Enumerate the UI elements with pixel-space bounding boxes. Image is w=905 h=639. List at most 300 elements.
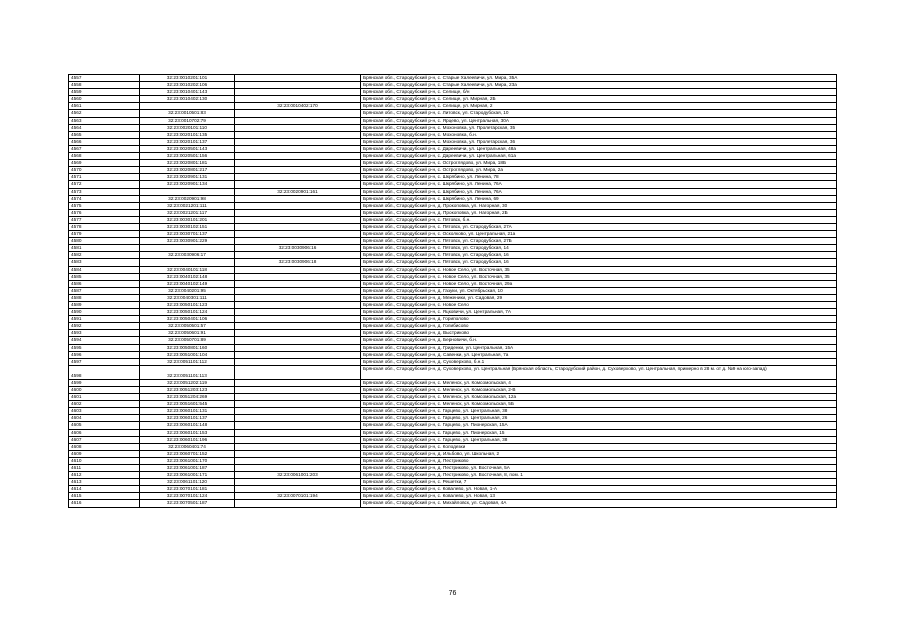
cadastral-number-cell: 32:23:0020801:181 [140, 160, 235, 167]
table-row [69, 273, 837, 280]
row-number-cell: 4599 [69, 379, 140, 386]
secondary-cadastral-number-cell [235, 457, 361, 464]
cadastral-number-cell: 32:23:0010201:101 [140, 75, 235, 82]
address-cell: Брянская обл., Стародубский р-н, д. Газуки, ул. Октябрьская, 10 [361, 287, 837, 294]
row-number-cell: 4596 [69, 351, 140, 358]
secondary-cadastral-number-cell [235, 167, 361, 174]
secondary-cadastral-number-cell [235, 415, 361, 422]
secondary-cadastral-number-cell [235, 223, 361, 230]
row-number-cell: 4612 [69, 472, 140, 479]
row-number-cell: 4613 [69, 479, 140, 486]
secondary-cadastral-number-cell [235, 266, 361, 273]
cadastral-number-cell: 32:23:0051101:113 [140, 365, 235, 379]
table-row [69, 464, 837, 471]
secondary-cadastral-number-cell [235, 153, 361, 160]
cadastral-number-cell: 32:23:0030906:17 [140, 252, 235, 259]
address-cell: Брянская обл., Стародубский р-н, с. Гарцево, ул. Пионерская, 15 [361, 429, 837, 436]
table-row [69, 386, 837, 393]
cadastral-number-cell: 32:23:0020901:134 [140, 181, 235, 188]
secondary-cadastral-number-cell [235, 216, 361, 223]
cadastral-number-cell: 32:23:0040301:111 [140, 294, 235, 301]
cadastral-number-cell: 32:23:0020101:135 [140, 131, 235, 138]
secondary-cadastral-number-cell [235, 316, 361, 323]
table-row [69, 302, 837, 309]
row-number-cell: 4558 [69, 82, 140, 89]
row-number-cell: 4602 [69, 401, 140, 408]
table-row [69, 259, 837, 266]
cadastral-number-cell: 32:23:0030901:229 [140, 238, 235, 245]
table-row [69, 124, 837, 131]
secondary-cadastral-number-cell [235, 344, 361, 351]
cadastral-number-cell: 32:23:0060401:74 [140, 443, 235, 450]
address-cell: Брянская обл., Стародубский р-н, с. Мохоновка, ул. Пролетарская, 35 [361, 124, 837, 131]
table-row [69, 316, 837, 323]
row-number-cell: 4577 [69, 216, 140, 223]
secondary-cadastral-number-cell: 32:23:0061001:203 [235, 472, 361, 479]
table-row [69, 202, 837, 209]
cadastral-number-cell: 32:23:0010402:130 [140, 96, 235, 103]
cadastral-number-cell: 32:23:0010702:79 [140, 117, 235, 124]
address-cell: Брянская обл., Стародубский р-н, д. Прокоповка, ул. Нагорная, 2Б [361, 209, 837, 216]
address-cell: Брянская обл., Стародубский р-н, с. Пятовск, ул. Стародубская, 27А [361, 223, 837, 230]
address-cell: Брянская обл., Стародубский р-н, с. Пятовск, ул. Стародубская, 16 [361, 259, 837, 266]
table-row [69, 379, 837, 386]
row-number-cell: 4607 [69, 436, 140, 443]
row-number-cell: 4593 [69, 330, 140, 337]
table-row [69, 153, 837, 160]
row-number-cell: 4586 [69, 280, 140, 287]
row-number-cell: 4571 [69, 174, 140, 181]
address-cell: Брянская обл., Стародубский р-н, с. Шкрябино, ул. Ленина, 69 [361, 195, 837, 202]
table-row [69, 145, 837, 152]
address-cell: Брянская обл., Стародубский р-н, с. Новое Село, ул. Восточная, 35 [361, 273, 837, 280]
secondary-cadastral-number-cell [235, 174, 361, 181]
table-row [69, 216, 837, 223]
address-cell: Брянская обл., Стародубский р-н, с. Пятовск, ул. Стародубская, 27Б [361, 238, 837, 245]
address-cell: Брянская обл., Стародубский р-н, д. Суховерхово, ул. Центральная (Брянская область, Стародубский район, д. Суховерхово, ул. Центральная, примерно в 28 м. от д. №9 на юго-запад) [361, 365, 837, 379]
table-row [69, 309, 837, 316]
table-row [69, 294, 837, 301]
table-row [69, 450, 837, 457]
address-cell: Брянская обл., Стародубский р-н, с. Дареевичи, ул. Центральная, 48а [361, 145, 837, 152]
secondary-cadastral-number-cell [235, 302, 361, 309]
cadastral-number-cell: 32:23:0050101:123 [140, 302, 235, 309]
secondary-cadastral-number-cell [235, 181, 361, 188]
address-cell: Брянская обл., Стародубский р-н, с. Пятовск, б.н. [361, 216, 837, 223]
secondary-cadastral-number-cell [235, 401, 361, 408]
property-table-body [69, 75, 837, 508]
address-cell: Брянская обл., Стародубский р-н, с. Старые Халеевичи, ул. Мира, 23а [361, 82, 837, 89]
row-number-cell: 4608 [69, 443, 140, 450]
table-row [69, 75, 837, 82]
row-number-cell: 4560 [69, 96, 140, 103]
secondary-cadastral-number-cell [235, 202, 361, 209]
page-number: 76 [448, 590, 457, 597]
address-cell: Брянская обл., Стародубский р-н, с. Новое Село, ул. Восточная, 35 [361, 266, 837, 273]
row-number-cell: 4580 [69, 238, 140, 245]
table-row [69, 486, 837, 493]
address-cell: Брянская обл., Стародубский р-н, с. Гарцево, ул. Центральная, 38 [361, 436, 837, 443]
cadastral-number-cell: 32:23:0021201:111 [140, 202, 235, 209]
row-number-cell: 4565 [69, 131, 140, 138]
secondary-cadastral-number-cell [235, 500, 361, 507]
row-number-cell: 4578 [69, 223, 140, 230]
address-cell: Брянская обл., Стародубский р-н, с. Селище, ул. Мирная, 2 [361, 103, 837, 110]
row-number-cell: 4606 [69, 429, 140, 436]
cadastral-number-cell: 32:23:0010202:106 [140, 82, 235, 89]
secondary-cadastral-number-cell: 32:23:0030906:18 [235, 259, 361, 266]
secondary-cadastral-number-cell [235, 252, 361, 259]
cadastral-number-cell: 32:23:0021201:117 [140, 209, 235, 216]
secondary-cadastral-number-cell [235, 351, 361, 358]
cadastral-number-cell: 32:23:0051101:112 [140, 358, 235, 365]
cadastral-number-cell: 32:23:0061001:187 [140, 464, 235, 471]
address-cell: Брянская обл., Стародубский р-н, с. Ковалево, ул. Новая, 1-А [361, 486, 837, 493]
table-row [69, 358, 837, 365]
row-number-cell: 4570 [69, 167, 140, 174]
address-cell: Брянская обл., Стародубский р-н, с. Селище, ул. Мирная, 2Б [361, 96, 837, 103]
secondary-cadastral-number-cell [235, 394, 361, 401]
row-number-cell: 4574 [69, 195, 140, 202]
table-row [69, 188, 837, 195]
cadastral-number-cell: 32:23:0051204:269 [140, 394, 235, 401]
address-cell: Брянская обл., Стародубский р-н, с. Гарцево, ул. Пионерская, 15А [361, 422, 837, 429]
address-cell: Брянская обл., Стародубский р-н, с. Остроглядово, ул. Мира, 18Б [361, 160, 837, 167]
row-number-cell: 4569 [69, 160, 140, 167]
table-row [69, 110, 837, 117]
table-row [69, 181, 837, 188]
address-cell: Брянская обл., Стародубский р-н, с. Литовск, ул. Стародубская, 10 [361, 110, 837, 117]
address-cell: Брянская обл., Стародубский р-н, с. Шкрябино, ул. Ленина, 76А [361, 181, 837, 188]
address-cell: Брянская обл., Стародубский р-н, д. Гориполово [361, 316, 837, 323]
address-cell: Брянская обл., Стародубский р-н, с. Ковалево, ул. Новая, 13 [361, 493, 837, 500]
row-number-cell: 4582 [69, 252, 140, 259]
table-row [69, 493, 837, 500]
cadastral-number-cell: 32:23:0070501:187 [140, 500, 235, 507]
table-row [69, 330, 837, 337]
cadastral-number-cell [140, 103, 235, 110]
row-number-cell: 4561 [69, 103, 140, 110]
row-number-cell: 4581 [69, 245, 140, 252]
row-number-cell: 4598 [69, 365, 140, 379]
table-row [69, 195, 837, 202]
cadastral-number-cell: 32:23:0050501:57 [140, 323, 235, 330]
address-cell: Брянская обл., Стародубский р-н, д. Суховерхово, б.н.1 [361, 358, 837, 365]
row-number-cell: 4579 [69, 231, 140, 238]
table-row [69, 266, 837, 273]
cadastral-number-cell: 32:23:0040101:118 [140, 266, 235, 273]
cadastral-number-cell: 32:23:0020801:217 [140, 167, 235, 174]
secondary-cadastral-number-cell [235, 209, 361, 216]
secondary-cadastral-number-cell [235, 195, 361, 202]
secondary-cadastral-number-cell [235, 273, 361, 280]
address-cell: Брянская обл., Стародубский р-н, с. Шкрябино, ул. Ленина, 76А [361, 188, 837, 195]
secondary-cadastral-number-cell [235, 358, 361, 365]
address-cell: Брянская обл., Стародубский р-н, с. Меленск, ул. Комсомольская, 2-В [361, 386, 837, 393]
row-number-cell: 4609 [69, 450, 140, 457]
secondary-cadastral-number-cell [235, 422, 361, 429]
secondary-cadastral-number-cell [235, 75, 361, 82]
row-number-cell: 4587 [69, 287, 140, 294]
cadastral-number-cell: 32:23:0061101:120 [140, 479, 235, 486]
table-row [69, 167, 837, 174]
address-cell: Брянская обл., Стародубский р-н, с. Селище, б/н [361, 89, 837, 96]
address-cell: Брянская обл., Стародубский р-н, д. Пестриково, ул. Восточная, 5А [361, 464, 837, 471]
address-cell: Брянская обл., Стародубский р-н, д. Пестриково, ул. Восточная, 8, пом. 1 [361, 472, 837, 479]
secondary-cadastral-number-cell [235, 287, 361, 294]
address-cell: Брянская обл., Стародубский р-н, с. Мохоновка, ул. Пролетарская, 36 [361, 138, 837, 145]
table-row [69, 415, 837, 422]
row-number-cell: 4597 [69, 358, 140, 365]
cadastral-number-cell: 32:23:0060701:152 [140, 450, 235, 457]
table-row [69, 457, 837, 464]
table-row [69, 443, 837, 450]
table-row [69, 223, 837, 230]
table-row [69, 138, 837, 145]
address-cell: Брянская обл., Стародубский р-н, с. Яцковичи, ул. Центральная, 7А [361, 309, 837, 316]
cadastral-number-cell: 32:23:0060101:131 [140, 408, 235, 415]
cadastral-number-cell [140, 259, 235, 266]
address-cell: Брянская обл., Стародубский р-н, д. Выстриково [361, 330, 837, 337]
secondary-cadastral-number-cell [235, 309, 361, 316]
address-cell: Брянская обл., Стародубский р-н, с. Старые Халеевичи, ул. Мира, 35А [361, 75, 837, 82]
table-row [69, 401, 837, 408]
row-number-cell: 4566 [69, 138, 140, 145]
secondary-cadastral-number-cell [235, 323, 361, 330]
secondary-cadastral-number-cell [235, 486, 361, 493]
row-number-cell: 4590 [69, 309, 140, 316]
secondary-cadastral-number-cell [235, 379, 361, 386]
cadastral-number-cell: 32:23:0020501:156 [140, 153, 235, 160]
property-table [68, 74, 837, 508]
secondary-cadastral-number-cell [235, 131, 361, 138]
address-cell: Брянская обл., Стародубский р-н, с. Новое Село, ул. Восточная, 29а [361, 280, 837, 287]
table-row [69, 429, 837, 436]
table-row [69, 422, 837, 429]
secondary-cadastral-number-cell [235, 89, 361, 96]
secondary-cadastral-number-cell [235, 117, 361, 124]
address-cell: Брянская обл., Стародубский р-н, с. Ярцево, ул. Центральная, 30А [361, 117, 837, 124]
row-number-cell: 4567 [69, 145, 140, 152]
secondary-cadastral-number-cell [235, 231, 361, 238]
table-row [69, 96, 837, 103]
address-cell: Брянская обл., Стародубский р-н, с. Решетки, 7 [361, 479, 837, 486]
secondary-cadastral-number-cell [235, 294, 361, 301]
secondary-cadastral-number-cell [235, 408, 361, 415]
address-cell: Брянская обл., Стародубский р-н, с. Остроглядово, ул. Мира, 2а [361, 167, 837, 174]
row-number-cell: 4604 [69, 415, 140, 422]
secondary-cadastral-number-cell: 32:23:0010402:170 [235, 103, 361, 110]
row-number-cell: 4576 [69, 209, 140, 216]
row-number-cell: 4584 [69, 266, 140, 273]
address-cell: Брянская обл., Стародубский р-н, д. Меженики, ул. Садовая, 29 [361, 294, 837, 301]
secondary-cadastral-number-cell: 32:23:0030906:16 [235, 245, 361, 252]
secondary-cadastral-number-cell [235, 82, 361, 89]
cadastral-number-cell: 32:23:0070101:181 [140, 486, 235, 493]
address-cell: Брянская обл., Стародубский р-н, с. Гарцево, ул. Центральная, 38 [361, 408, 837, 415]
secondary-cadastral-number-cell [235, 436, 361, 443]
row-number-cell: 4610 [69, 457, 140, 464]
row-number-cell: 4564 [69, 124, 140, 131]
address-cell: Брянская обл., Стародубский р-н, д. Берновичи, б.н. [361, 337, 837, 344]
row-number-cell: 4562 [69, 110, 140, 117]
address-cell: Брянская обл., Стародубский р-н, д. Ильбово, ул. Школьная, 2 [361, 450, 837, 457]
table-row [69, 337, 837, 344]
address-cell: Брянская обл., Стародубский р-н, с. Шкрябино, ул. Ленина, 78 [361, 174, 837, 181]
row-number-cell: 4601 [69, 394, 140, 401]
row-number-cell: 4614 [69, 486, 140, 493]
address-cell: Брянская обл., Стародубский р-н, д. Голибисово [361, 323, 837, 330]
row-number-cell: 4605 [69, 422, 140, 429]
cadastral-number-cell: 32:23:0050101:124 [140, 309, 235, 316]
row-number-cell: 4588 [69, 294, 140, 301]
address-cell: Брянская обл., Стародубский р-н, д. Савенки, ул. Центральная, 7а [361, 351, 837, 358]
table-row [69, 323, 837, 330]
row-number-cell: 4589 [69, 302, 140, 309]
table-row [69, 394, 837, 401]
table-row [69, 344, 837, 351]
address-cell: Брянская обл., Стародубский р-н, с. Дареевичи, ул. Центральная, 61а [361, 153, 837, 160]
cadastral-number-cell: 32:23:0040201:95 [140, 287, 235, 294]
table-row [69, 408, 837, 415]
secondary-cadastral-number-cell: 32:23:0070101:194 [235, 493, 361, 500]
secondary-cadastral-number-cell [235, 443, 361, 450]
address-cell: Брянская обл., Стародубский р-н, д. Прокоповка, ул. Нагорная, 30 [361, 202, 837, 209]
table-row [69, 351, 837, 358]
table-row [69, 82, 837, 89]
cadastral-number-cell: 32:23:0030101:201 [140, 216, 235, 223]
row-number-cell: 4568 [69, 153, 140, 160]
secondary-cadastral-number-cell [235, 145, 361, 152]
table-row [69, 160, 837, 167]
cadastral-number-cell: 32:23:0020101:137 [140, 138, 235, 145]
secondary-cadastral-number-cell [235, 386, 361, 393]
address-cell: Брянская обл., Стародубский р-н, с. Пятовск, ул. Стародубская, 14 [361, 245, 837, 252]
row-number-cell: 4575 [69, 202, 140, 209]
address-cell: Брянская обл., Стародубский р-н, с. Меленск, ул. Комсомольская, 5Б [361, 401, 837, 408]
row-number-cell: 4573 [69, 188, 140, 195]
cadastral-number-cell: 32:23:0060101:196 [140, 436, 235, 443]
cadastral-number-cell: 32:23:0010401:143 [140, 89, 235, 96]
cadastral-number-cell: 32:23:0070101:124 [140, 493, 235, 500]
cadastral-number-cell: 32:23:0051001:104 [140, 351, 235, 358]
address-cell: Брянская обл., Стародубский р-н, с. Меленск, ул. Комсомольская, 4 [361, 379, 837, 386]
table-row [69, 209, 837, 216]
secondary-cadastral-number-cell [235, 124, 361, 131]
row-number-cell: 4611 [69, 464, 140, 471]
address-cell: Брянская обл., Стародубский р-н, с. Новое Село [361, 302, 837, 309]
table-row [69, 245, 837, 252]
cadastral-number-cell: 32:23:0060101:153 [140, 429, 235, 436]
cadastral-number-cell: 32:23:0040102:149 [140, 280, 235, 287]
table-row [69, 287, 837, 294]
secondary-cadastral-number-cell [235, 450, 361, 457]
row-number-cell: 4594 [69, 337, 140, 344]
row-number-cell: 4572 [69, 181, 140, 188]
secondary-cadastral-number-cell [235, 330, 361, 337]
secondary-cadastral-number-cell [235, 138, 361, 145]
secondary-cadastral-number-cell [235, 429, 361, 436]
row-number-cell: 4583 [69, 259, 140, 266]
cadastral-number-cell: 32:23:0050401:106 [140, 316, 235, 323]
table-row [69, 238, 837, 245]
cadastral-number-cell: 32:23:0060101:148 [140, 422, 235, 429]
table-row [69, 131, 837, 138]
row-number-cell: 4585 [69, 273, 140, 280]
address-cell: Брянская обл., Стародубский р-н, с. Мохоновка, б.н. [361, 131, 837, 138]
cadastral-number-cell: 32:23:0020901:131 [140, 174, 235, 181]
table-row [69, 231, 837, 238]
table-row [69, 280, 837, 287]
cadastral-number-cell: 32:23:0060101:137 [140, 415, 235, 422]
secondary-cadastral-number-cell [235, 337, 361, 344]
table-row [69, 252, 837, 259]
secondary-cadastral-number-cell [235, 160, 361, 167]
table-row [69, 479, 837, 486]
cadastral-number-cell: 32:23:0020901:98 [140, 195, 235, 202]
address-cell: Брянская обл., Стародубский р-н, с. Пятовск, ул. Стародубская, 16 [361, 252, 837, 259]
cadastral-number-cell: 32:23:0051202:119 [140, 379, 235, 386]
cadastral-number-cell: 32:23:0061001:171 [140, 472, 235, 479]
table-row [69, 117, 837, 124]
address-cell: Брянская обл., Стародубский р-н, с. Меленск, ул. Комсомольская, 12а [361, 394, 837, 401]
secondary-cadastral-number-cell [235, 479, 361, 486]
address-cell: Брянская обл., Стародубский р-н, с. Осколково, ул. Центральная, 21а [361, 231, 837, 238]
row-number-cell: 4557 [69, 75, 140, 82]
row-number-cell: 4559 [69, 89, 140, 96]
cadastral-number-cell: 32:23:0050801:160 [140, 344, 235, 351]
cadastral-number-cell: 32:23:0051203:123 [140, 386, 235, 393]
table-row [69, 89, 837, 96]
row-number-cell: 4600 [69, 386, 140, 393]
row-number-cell: 4603 [69, 408, 140, 415]
cadastral-number-cell: 32:23:0050601:91 [140, 330, 235, 337]
cadastral-number-cell [140, 188, 235, 195]
table-row [69, 103, 837, 110]
address-cell: Брянская обл., Стародубский р-н, с. Гарцево, ул. Центральная, 26 [361, 415, 837, 422]
cadastral-number-cell: 32:23:0050701:89 [140, 337, 235, 344]
row-number-cell: 4592 [69, 323, 140, 330]
secondary-cadastral-number-cell [235, 365, 361, 379]
cadastral-number-cell: 32:23:0061001:170 [140, 457, 235, 464]
cadastral-number-cell: 32:23:0020501:143 [140, 145, 235, 152]
cadastral-number-cell: 32:23:0030701:137 [140, 231, 235, 238]
row-number-cell: 4591 [69, 316, 140, 323]
secondary-cadastral-number-cell: 32:23:0020901:161 [235, 188, 361, 195]
cadastral-number-cell [140, 245, 235, 252]
cadastral-number-cell: 32:23:0040102:148 [140, 273, 235, 280]
cadastral-number-cell: 32:23:0030102:151 [140, 223, 235, 230]
table-row [69, 472, 837, 479]
row-number-cell: 4615 [69, 493, 140, 500]
secondary-cadastral-number-cell [235, 280, 361, 287]
table-row [69, 500, 837, 507]
secondary-cadastral-number-cell [235, 110, 361, 117]
row-number-cell: 4563 [69, 117, 140, 124]
cadastral-number-cell: 32:23:0010501:83 [140, 110, 235, 117]
address-cell: Брянская обл., Стародубский р-н, с. Колодезки [361, 443, 837, 450]
cadastral-number-cell: 32:23:0051601:545 [140, 401, 235, 408]
row-number-cell: 4595 [69, 344, 140, 351]
secondary-cadastral-number-cell [235, 96, 361, 103]
table-row [69, 436, 837, 443]
cadastral-number-cell: 32:23:0020101:110 [140, 124, 235, 131]
secondary-cadastral-number-cell [235, 238, 361, 245]
secondary-cadastral-number-cell [235, 464, 361, 471]
address-cell: Брянская обл., Стародубский р-н, д. Гриденки, ул. Центральная, 15А [361, 344, 837, 351]
address-cell: Брянская обл., Стародубский р-н, с. Михайловск, ул. Садовая, 4А [361, 500, 837, 507]
table-row [69, 174, 837, 181]
